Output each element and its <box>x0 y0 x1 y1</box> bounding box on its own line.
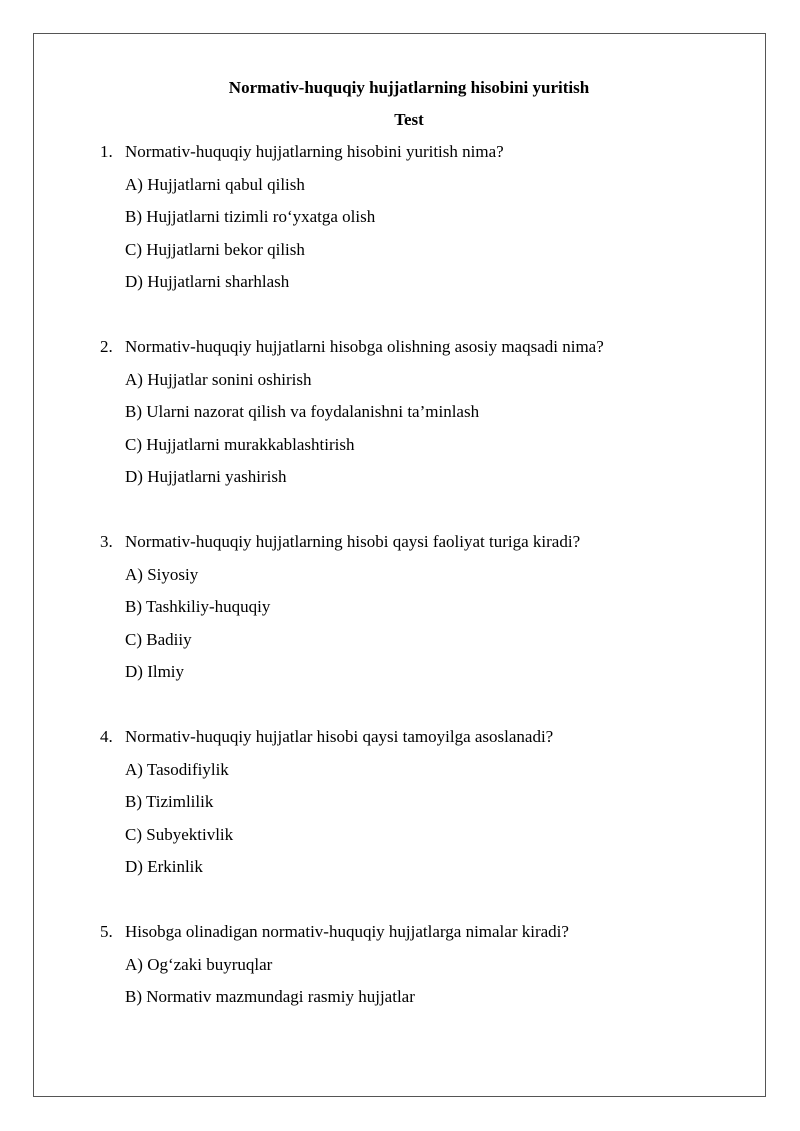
question-number: 5. <box>100 922 113 941</box>
question-number: 4. <box>100 727 113 746</box>
answer-option: A) Hujjatlar sonini oshirish <box>125 370 312 389</box>
document-subtitle: Test <box>394 110 424 129</box>
question-number: 1. <box>100 142 113 161</box>
question-item <box>0 727 800 922</box>
question-text <box>100 532 580 552</box>
question-text <box>100 337 604 357</box>
question-number: 3. <box>100 532 113 551</box>
answer-option: A) Siyosiy <box>125 565 199 584</box>
answer-option: D) Hujjatlarni sharhlash <box>125 272 290 291</box>
answer-option: B) Normativ mazmundagi rasmiy hujjatlar <box>125 987 415 1006</box>
document-title: Normativ-huquqiy hujjatlarning hisobini yuritish <box>228 78 590 97</box>
answer-option: C) Badiiy <box>125 630 192 649</box>
question-label: Normativ-huquqiy hujjatlar hisobi qaysi tamoyilga asoslanadi? <box>125 727 554 746</box>
answer-option: B) Tizimlilik <box>125 792 214 811</box>
question-text <box>100 142 504 162</box>
answer-option: C) Subyektivlik <box>125 825 234 844</box>
answer-option: A) Og‘zaki buyruqlar <box>125 955 273 974</box>
question-item <box>0 532 800 727</box>
answer-option: A) Tasodifiylik <box>125 760 229 779</box>
question-text <box>100 922 569 942</box>
question-label: Normativ-huquqiy hujjatlarni hisobga olishning asosiy maqsadi nima? <box>125 337 604 356</box>
answer-option: D) Hujjatlarni yashirish <box>125 467 287 486</box>
question-label: Normativ-huquqiy hujjatlarning hisobi qaysi faoliyat turiga kiradi? <box>125 532 581 551</box>
question-item <box>0 337 800 532</box>
answer-option: D) Erkinlik <box>125 857 203 876</box>
answer-option: C) Hujjatlarni bekor qilish <box>125 240 305 259</box>
question-label: Normativ-huquqiy hujjatlarning hisobini yuritish nima? <box>125 142 504 161</box>
answer-option: B) Hujjatlarni tizimli ro‘yxatga olish <box>125 207 376 226</box>
answer-option: B) Tashkiliy-huquqiy <box>125 597 271 616</box>
answer-option: A) Hujjatlarni qabul qilish <box>125 175 305 194</box>
question-list <box>0 142 800 1117</box>
question-item <box>0 922 800 1117</box>
answer-option: C) Hujjatlarni murakkablashtirish <box>125 435 355 454</box>
answer-option: D) Ilmiy <box>125 662 185 681</box>
question-item <box>0 142 800 337</box>
question-number: 2. <box>100 337 113 356</box>
question-label: Hisobga olinadigan normativ-huquqiy hujjatlarga nimalar kiradi? <box>125 922 569 941</box>
question-text <box>100 727 553 747</box>
answer-option: B) Ularni nazorat qilish va foydalanishni ta’minlash <box>125 402 480 421</box>
